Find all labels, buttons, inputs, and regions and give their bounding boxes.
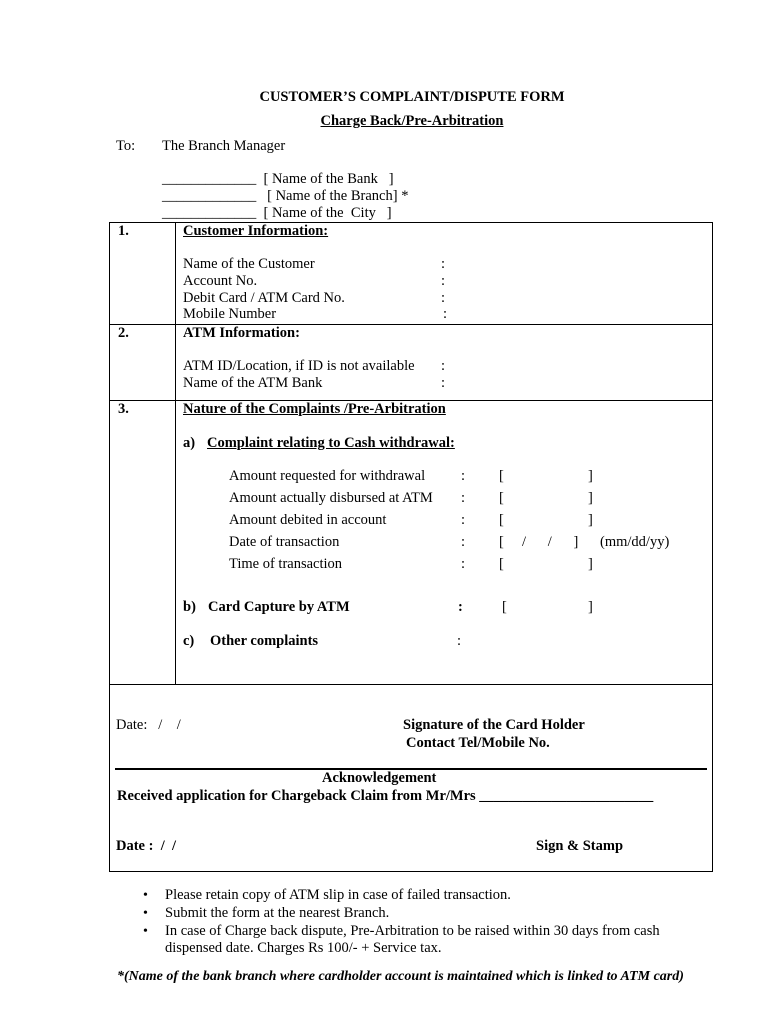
colon: : [441,375,446,391]
contact-label: Contact Tel/Mobile No. [406,735,550,751]
colon: : [441,358,446,374]
bracket-close: ] [588,490,593,506]
bullet-icon: • [143,888,148,903]
section-2-number: 2. [118,325,129,341]
form-title: CUSTOMER’S COMPLAINT/DISPUTE FORM [259,89,565,105]
field-date-of-transaction: Date of transaction [229,534,340,550]
form-subtitle: Charge Back/Pre-Arbitration [320,113,504,129]
field-card-no: Debit Card / ATM Card No. [183,290,345,306]
bracket-close: ] [588,512,593,528]
recipient: The Branch Manager [162,138,286,154]
bracket-close: ] [588,599,593,615]
note-3-continued: dispensed date. Charges Rs 100/- + Service tax. [165,940,442,956]
to-label: To: [116,138,136,154]
field-amount-requested: Amount requested for withdrawal [229,468,426,484]
colon: : [461,468,466,484]
note-2: Submit the form at the nearest Branch. [165,905,390,921]
signature-label: Signature of the Card Holder [403,717,585,733]
section-3-heading: Nature of the Complaints /Pre-Arbitration [183,401,446,417]
bullet-icon: • [143,924,148,939]
field-mobile: Mobile Number [183,306,277,322]
bracket-open: [ [499,490,504,506]
colon: : [441,256,446,272]
bracket-open: [ [502,599,507,615]
footnote: *(Name of the bank branch where cardholder account is maintained which is linked to ATM card) [117,969,684,984]
note-3: In case of Charge back dispute, Pre-Arbitration to be raised within 30 days from cash [165,923,660,939]
section-3-number: 3. [118,401,129,417]
sub-b-label: b) [183,599,196,615]
section-1-heading: Customer Information: [183,223,329,239]
note-1: Please retain copy of ATM slip in case of failed transaction. [165,887,511,903]
colon: : [458,599,463,615]
bullet-icon: • [143,906,148,921]
signature-date: Date: / / [116,717,181,733]
bank-name-line: _____________ [ Name of the Bank ] [162,171,394,187]
section-1-number: 1. [118,223,129,239]
field-amount-debited: Amount debited in account [229,512,387,528]
bracket-open: [ [499,556,504,572]
bracket-open: [ [499,468,504,484]
bracket-open: [ [499,512,504,528]
ack-heading: Acknowledgement [322,770,437,786]
colon: : [441,290,446,306]
field-atm-id: ATM ID/Location, if ID is not available [183,358,415,374]
colon: : [461,490,466,506]
field-atm-bank: Name of the ATM Bank [183,375,323,391]
bracket-close: ] [588,556,593,572]
field-time-of-transaction: Time of transaction [229,556,343,572]
colon: : [461,556,466,572]
divider-3 [109,684,713,685]
field-amount-disbursed: Amount actually disbursed at ATM [229,490,433,506]
ack-received-line: Received application for Chargeback Claim from Mr/Mrs ________________________ [117,788,654,804]
branch-name-line: _____________ [ Name of the Branch] * [162,188,409,204]
colon: : [441,273,446,289]
colon: : [461,512,466,528]
sub-a-heading: Complaint relating to Cash withdrawal: [207,435,455,451]
number-column-divider [175,222,176,684]
section-2-heading: ATM Information: [183,325,300,341]
colon: : [457,633,462,649]
sub-b-heading: Card Capture by ATM [208,599,350,615]
sub-c-label: c) [183,633,195,649]
bracket-close: ] [588,468,593,484]
colon: : [461,534,466,550]
sign-stamp-label: Sign & Stamp [536,838,624,854]
date-format-hint: (mm/dd/yy) [600,534,670,550]
field-customer-name: Name of the Customer [183,256,315,272]
field-account-no: Account No. [183,273,258,289]
sub-a-label: a) [183,435,196,451]
date-brackets: [ / / ] [499,534,579,550]
sub-c-heading: Other complaints [210,633,319,649]
city-name-line: _____________ [ Name of the City ] [162,205,392,221]
colon: : [443,306,448,322]
ack-date: Date : / / [116,838,176,854]
